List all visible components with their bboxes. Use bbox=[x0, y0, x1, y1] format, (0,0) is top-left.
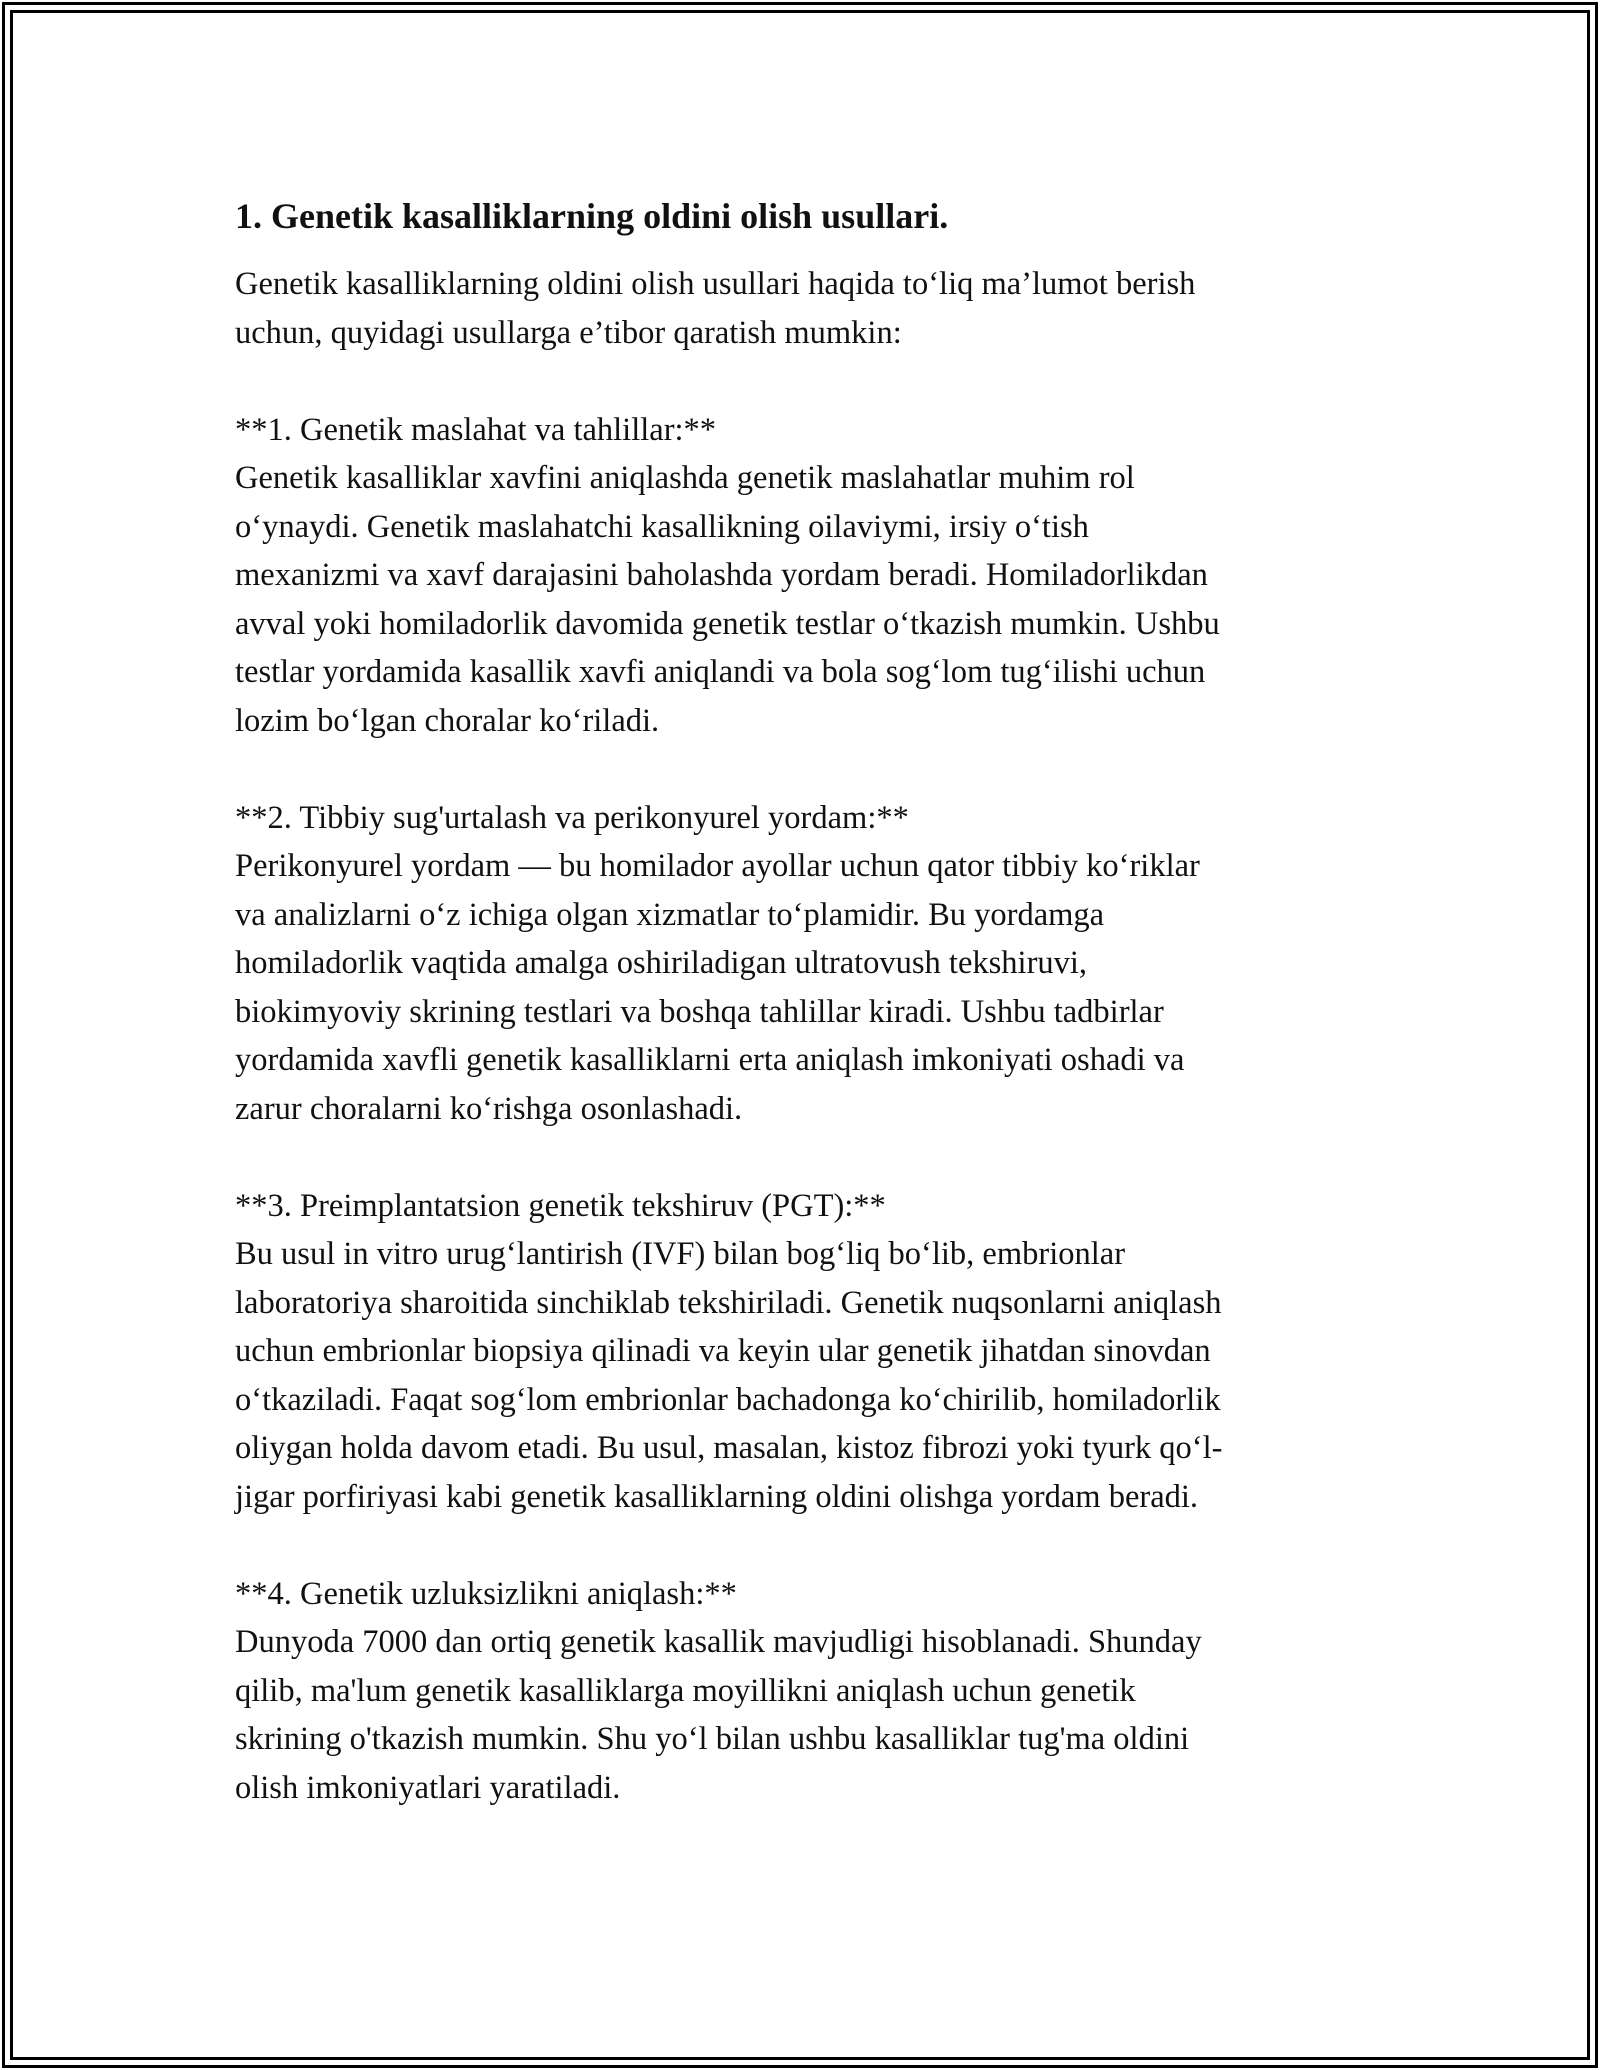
intro-paragraph bbox=[235, 260, 1365, 357]
section-perinatal-care bbox=[235, 794, 1365, 1134]
text-line: qilib, ma'lum genetik kasalliklarga moyillikni aniqlash uchun genetik bbox=[235, 1672, 1136, 1709]
text-line: laboratoriya sharoitida sinchiklab tekshiriladi. Genetik nuqsonlarni aniqlash bbox=[235, 1284, 1222, 1321]
text-line: mexanizmi va xavf darajasini baholashda yordam beradi. Homiladorlikdan bbox=[235, 557, 1208, 593]
text-line: o‘ynaydi. Genetik maslahatchi kasallikning oilaviymi, irsiy o‘tish bbox=[235, 508, 1089, 545]
document-heading: 1. Genetik kasalliklarning oldini olish usullari. bbox=[235, 196, 949, 236]
section-genetic-counseling bbox=[235, 406, 1365, 746]
text-line: Genetik kasalliklarning oldini olish usullari haqida to‘liq ma’lumot berish bbox=[235, 266, 1196, 302]
section-title: **3. Preimplantatsion genetik tekshiruv (PGT):** bbox=[235, 1187, 886, 1224]
text-line: uchun, quyidagi usullarga e’tibor qaratish mumkin: bbox=[235, 314, 902, 351]
section-pgt bbox=[235, 1182, 1365, 1522]
section-title: **4. Genetik uzluksizlikni aniqlash:** bbox=[235, 1575, 737, 1612]
text-line: Dunyoda 7000 dan ortiq genetik kasallik mavjudligi hisoblanadi. Shunday bbox=[235, 1624, 1202, 1660]
text-line: va analizlarni o‘z ichiga olgan xizmatlar to‘plamidir. Bu yordamga bbox=[235, 896, 1105, 933]
text-line: biokimyoviy skrining testlari va boshqa tahlillar kiradi. Ushbu tadbirlar bbox=[235, 993, 1164, 1030]
text-line: skrining o'tkazish mumkin. Shu yo‘l bilan ushbu kasalliklar tug'ma oldini bbox=[235, 1721, 1190, 1757]
text-line: uchun embrionlar biopsiya qilinadi va keyin ular genetik jihatdan sinovdan bbox=[235, 1333, 1211, 1369]
section-title: **2. Tibbiy sug'urtalash va perikonyurel yordam:** bbox=[235, 799, 909, 836]
text-line: lozim bo‘lgan choralar ko‘riladi. bbox=[235, 702, 660, 739]
text-line: avval yoki homiladorlik davomida genetik testlar o‘tkazish mumkin. Ushbu bbox=[235, 605, 1220, 642]
text-line: homiladorlik vaqtida amalga oshiriladigan ultratovush tekshiruvi, bbox=[235, 945, 1088, 981]
text-line: Perikonyurel yordam — bu homilador ayollar uchun qator tibbiy ko‘riklar bbox=[235, 848, 1200, 884]
text-line: Bu usul in vitro urug‘lantirish (IVF) bilan bog‘liq bo‘lib, embrionlar bbox=[235, 1236, 1126, 1272]
text-line: zarur choralarni ko‘rishga osonlashadi. bbox=[235, 1090, 743, 1127]
text-line: Genetik kasalliklar xavfini aniqlashda genetik maslahatlar muhim rol bbox=[235, 460, 1135, 496]
document-body bbox=[235, 190, 1365, 1861]
text-line: yordamida xavfli genetik kasalliklarni erta aniqlash imkoniyati oshadi va bbox=[235, 1042, 1185, 1078]
text-line: o‘tkaziladi. Faqat sog‘lom embrionlar bachadonga ko‘chirilib, homiladorlik bbox=[235, 1381, 1221, 1418]
text-line: jigar porfiriyasi kabi genetik kasalliklarning oldini olishga yordam beradi. bbox=[235, 1478, 1199, 1515]
text-line: oliygan holda davom etadi. Bu usul, masalan, kistoz fibrozi yoki tyurk qo‘l- bbox=[235, 1430, 1223, 1466]
text-line: olish imkoniyatlari yaratiladi. bbox=[235, 1769, 621, 1806]
text-line: testlar yordamida kasallik xavfi aniqlandi va bola sog‘lom tug‘ilishi uchun bbox=[235, 654, 1206, 690]
section-title: **1. Genetik maslahat va tahlillar:** bbox=[235, 411, 717, 448]
section-genetic-screening bbox=[235, 1570, 1365, 1813]
